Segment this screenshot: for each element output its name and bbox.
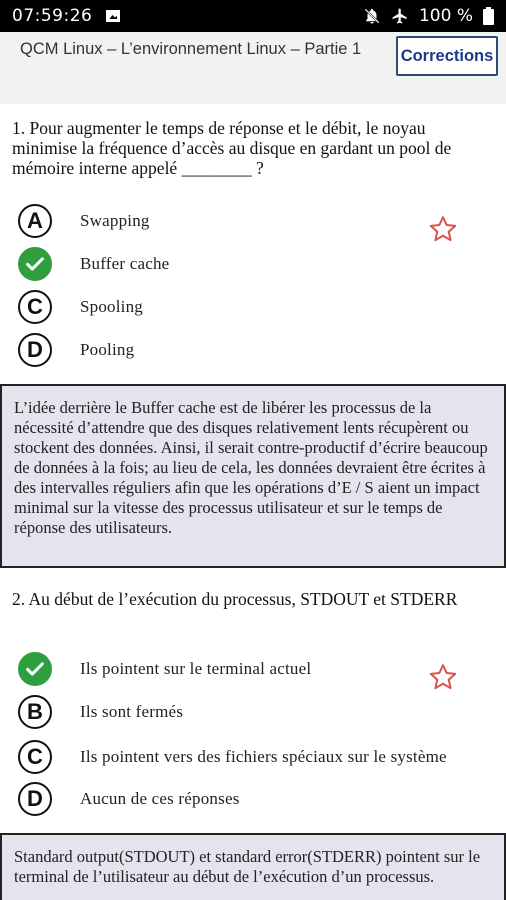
q2-option-a[interactable] [18, 651, 488, 687]
option-text: Spooling [80, 297, 144, 316]
battery-percent: 100 % [418, 6, 473, 26]
option-letter-badge: C [18, 740, 52, 774]
question-1-text: 1. Pour augmenter le temps de réponse et le débit, le noyau minimise la fréquence d’accès au disque en gardant un pool de mémoire interne appelé ________ ? [12, 118, 452, 178]
status-time: 07:59:26 [12, 6, 93, 26]
check-icon [18, 247, 52, 281]
option-letter-badge: C [18, 290, 52, 324]
question-2-text: 2. Au début de l’exécution du processus, STDOUT et STDERR [12, 589, 458, 609]
option-text: Swapping [80, 211, 150, 230]
q2-option-c[interactable] [18, 737, 488, 777]
q2-explanation: Standard output(STDOUT) et standard error(STDERR) pointent sur le terminal de l’utilisateur au début de l’exécution d’un processus. [0, 833, 506, 900]
option-letter-badge: D [18, 333, 52, 367]
option-text: Pooling [80, 340, 135, 359]
status-bar [0, 0, 506, 32]
battery-icon [483, 7, 494, 25]
corrections-button[interactable]: Corrections [396, 36, 498, 76]
option-text: Ils pointent vers des fichiers spéciaux sur le système [80, 747, 447, 766]
option-letter-badge: B [18, 695, 52, 729]
q1-option-a[interactable] [18, 203, 488, 239]
app-bar [0, 32, 506, 104]
q2-option-d[interactable] [18, 781, 488, 817]
option-letter-badge: A [18, 204, 52, 238]
option-text: Ils pointent sur le terminal actuel [80, 659, 312, 678]
option-letter-badge: D [18, 782, 52, 816]
notifications-off-icon [363, 7, 381, 25]
star-outline-icon[interactable] [428, 662, 458, 692]
star-outline-icon[interactable] [428, 214, 458, 244]
option-text: Ils sont fermés [80, 702, 184, 721]
image-notification-icon [106, 10, 120, 22]
check-icon [18, 652, 52, 686]
option-text: Aucun de ces réponses [80, 789, 240, 808]
q1-option-b[interactable] [18, 246, 488, 282]
status-icons [363, 6, 494, 26]
q1-explanation: L’idée derrière le Buffer cache est de libérer les processus de la nécessité d’attendre que des disques relativement lents récupèrent ou stockent des données. Ainsi, il serait contre-productif d’écrire beaucoup de données à la fois; au lieu de cela, les données devraient être écrites à des intervalles réguliers afin que les opérations d’E / S aient un impact minimal sur la vitesse des processus utilisateur et sur le temps de réponse des utilisateurs. [0, 384, 506, 568]
q1-option-d[interactable] [18, 332, 488, 368]
option-text: Buffer cache [80, 254, 170, 273]
airplane-mode-icon [391, 7, 409, 25]
page-title: QCM Linux – L’environnement Linux – Partie 1 [20, 40, 362, 58]
q2-option-b[interactable] [18, 694, 488, 730]
q1-option-c[interactable] [18, 289, 488, 325]
